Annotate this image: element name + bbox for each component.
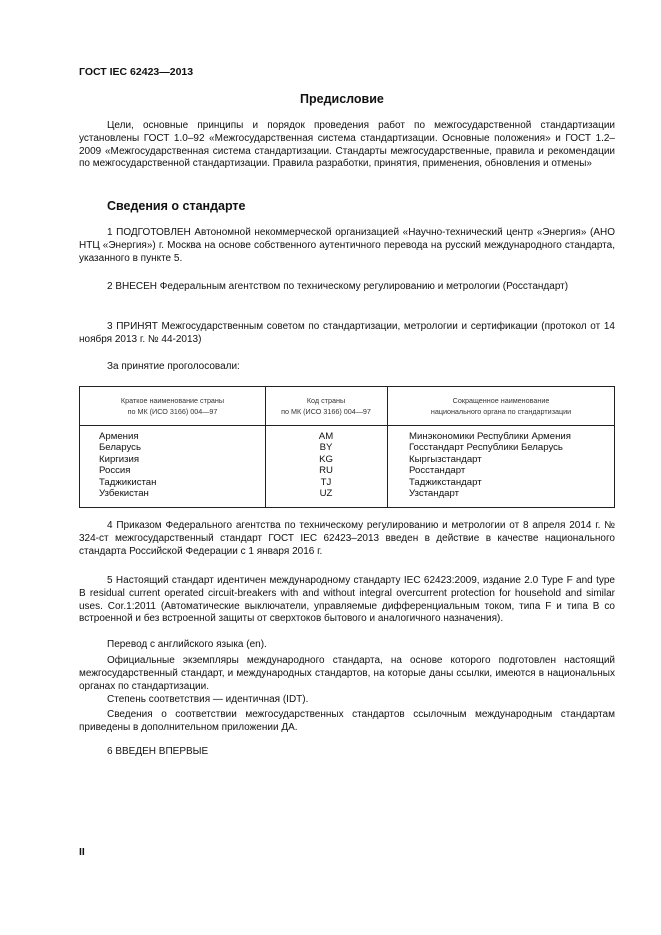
table-cell-country: Киргизия bbox=[99, 453, 140, 465]
item-5-degree: Степень соответствия — идентичная (IDT). bbox=[107, 694, 309, 705]
page-number: II bbox=[79, 846, 85, 858]
item-3-adopted: 3 ПРИНЯТ Межгосударственным советом по стандартизации, метрологии и сертификации (протокол от 14 ноября 2013 г. № 44-2013) bbox=[79, 321, 615, 345]
table-cell-country: Таджикистан bbox=[99, 476, 157, 488]
item-6-first-introduced: 6 ВВЕДЕН ВПЕРВЫЕ bbox=[107, 746, 209, 757]
country-column bbox=[99, 431, 156, 499]
table-cell-body: Минэкономики Республики Армения bbox=[409, 431, 571, 442]
header-country-code-line1: Код страны bbox=[306, 396, 346, 405]
table-cell-body: Росстандарт bbox=[409, 465, 466, 477]
table-cell-country: Армения bbox=[99, 431, 139, 442]
item-4-order: 4 Приказом Федерального агентства по техническому регулированию и метрологии от 8 апреля 2014 г. № 324-ст межгосударственный стандарт ГОСТ IEC 62423–2013 введен в действие в качестве национального стандарта Российской Федерации с 1 января 2016 г. bbox=[79, 520, 615, 557]
table-cell-code: TJ bbox=[320, 476, 332, 488]
preface-text: Цели, основные принципы и порядок проведения работ по межгосударственной стандартизации установлены ГОСТ 1.0–92 «Межгосударственная система стандартизации. Основные положения» и ГОСТ 1.2–2009 «Межгосударственная система стандартизации. Стандарты межгосударственные, правила и рекомендации по межгосударственной стандартизации. Правила разработки, принятия, применения, обновления и отмены» bbox=[79, 120, 615, 170]
header-national-body-line1: Сокращенное наименование bbox=[452, 396, 550, 405]
table-cell-code: BY bbox=[319, 442, 333, 454]
table-cell-body: Узстандарт bbox=[409, 488, 460, 500]
national-body-column bbox=[409, 431, 571, 499]
document-id: ГОСТ IEC 62423—2013 bbox=[79, 66, 194, 78]
table-cell-code: UZ bbox=[319, 488, 333, 500]
header-national-body bbox=[388, 387, 614, 425]
item-2-introduced: 2 ВНЕСЕН Федеральным агентством по техническому регулированию и метрологии (Росстандарт) bbox=[107, 281, 569, 292]
item-1-prepared: 1 ПОДГОТОВЛЕН Автономной некоммерческой организацией «Научно-технический центр «Энергия» (АНО НТЦ «Энергия») г. Москва на основе собственного аутентичного перевода на русский международного стандарта, указанного в пункте 5. bbox=[79, 227, 615, 264]
preface-title: Предисловие bbox=[300, 92, 384, 106]
table-cell-code: RU bbox=[319, 465, 333, 477]
header-country-name-line1: Краткое наименование страны bbox=[120, 396, 225, 405]
item-5-identity: 5 Настоящий стандарт идентичен международному стандарту IEC 62423:2009, издание 2.0 Type F and type B residual current operated circuit-breakers with and without integral overcurrent protection for household and similar uses. Cor.1:2011 (Автоматические выключатели, управляемые дифференциальным током, типа F и типа B со встроенной и без встроенной защиты от сверхтоков бытового и аналогичного назначения). bbox=[79, 575, 615, 625]
header-country-name bbox=[80, 387, 265, 425]
header-country-code-line2: по МК (ИСО 3166) 004—97 bbox=[281, 407, 371, 416]
table-cell-body: Кыргызстандарт bbox=[409, 453, 482, 465]
table-header-row bbox=[80, 387, 614, 426]
table-cell-country: Россия bbox=[99, 465, 131, 477]
table-cell-body: Таджикстандарт bbox=[409, 476, 482, 488]
item-5-language: Перевод с английского языка (en). bbox=[107, 639, 267, 650]
voted-label: За принятие проголосовали: bbox=[107, 361, 240, 372]
code-column bbox=[265, 431, 387, 499]
table-divider bbox=[387, 387, 388, 507]
standard-info-title: Сведения о стандарте bbox=[107, 199, 246, 213]
header-country-code bbox=[265, 387, 387, 425]
header-national-body-line2: национального органа по стандартизации bbox=[430, 407, 572, 416]
table-cell-country: Узбекистан bbox=[99, 488, 149, 500]
voting-table bbox=[79, 386, 615, 508]
table-cell-code: AM bbox=[318, 431, 334, 442]
item-5-official-copies: Официальные экземпляры международного стандарта, на основе которого подготовлен настоящий межгосударственный стандарт, и международных стандартов, на которые даны ссылки, имеются в национальных органах по стандартизации. bbox=[79, 655, 615, 692]
table-cell-country: Беларусь bbox=[99, 442, 141, 454]
header-country-name-line2: по МК (ИСО 3166) 004—97 bbox=[127, 407, 218, 416]
table-cell-code: KG bbox=[319, 453, 333, 465]
item-5-reference-info: Сведения о соответствии межгосударственных стандартов ссылочным международным стандартам приведены в дополнительном приложении ДА. bbox=[79, 709, 615, 733]
table-cell-body: Госстандарт Республики Беларусь bbox=[409, 442, 563, 454]
